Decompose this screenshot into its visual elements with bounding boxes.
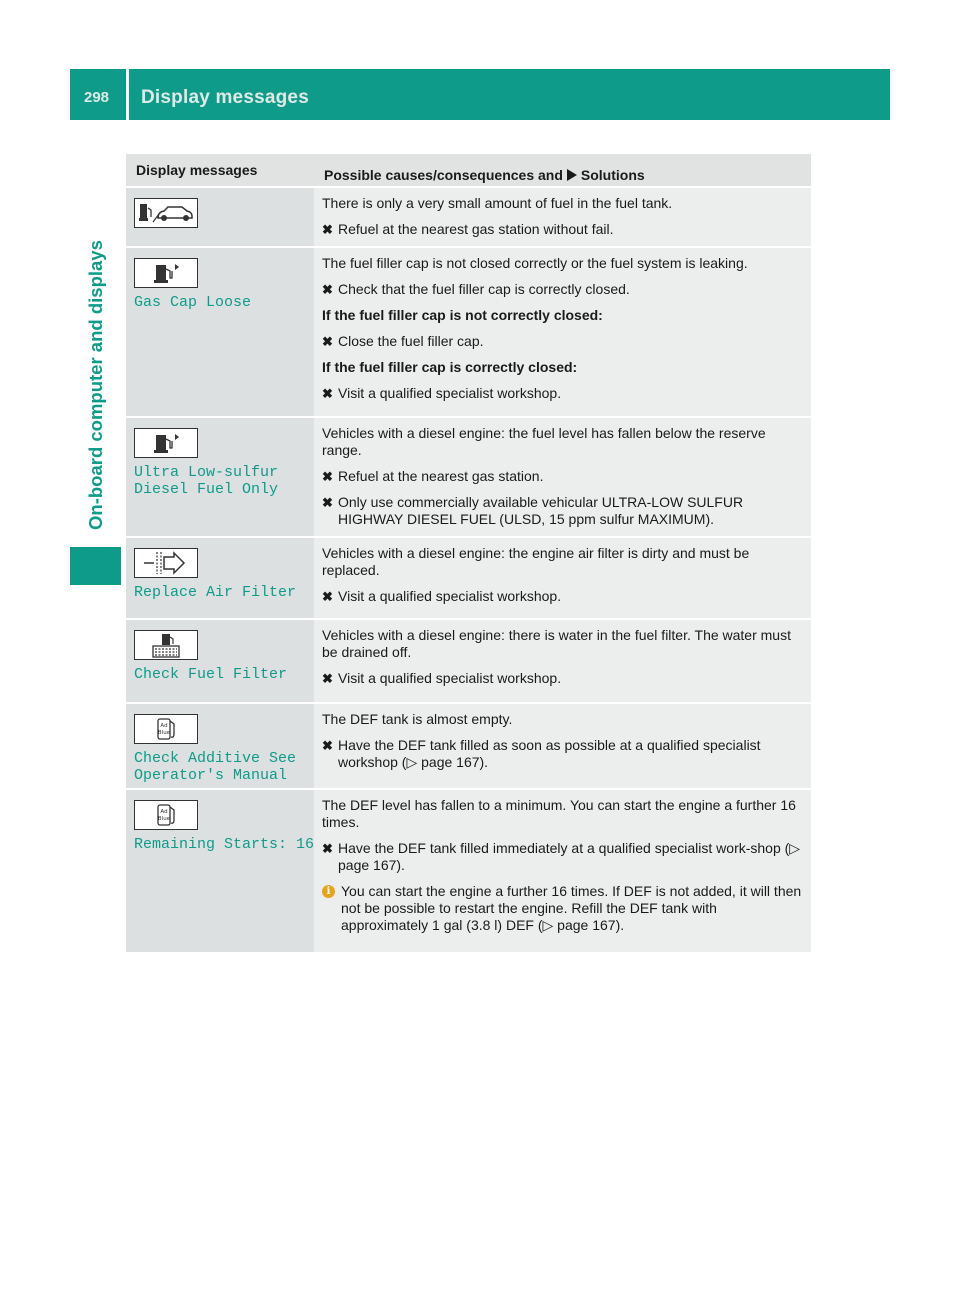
arrow-right-icon <box>567 169 577 181</box>
column-header-display-messages: Display messages <box>136 162 258 178</box>
cause-text: Vehicles with a diesel engine: there is water in the fuel filter. The water must be drained off. <box>322 627 791 660</box>
chapter-tab-label: On-board computer and displays <box>85 240 106 530</box>
display-message-text: Ultra Low-sulfur <box>134 464 279 481</box>
display-message-text: Replace Air Filter <box>134 584 297 601</box>
condition-text: If the fuel filler cap is not correctly closed: <box>322 307 603 323</box>
step-text: Visit a qualified specialist workshop. <box>338 670 562 686</box>
cause-text: The DEF level has fallen to a minimum. You can start the engine a further 16 times. <box>322 797 796 830</box>
table-row <box>126 418 811 538</box>
table-row <box>126 248 811 418</box>
cause-text: The DEF tank is almost empty. <box>322 711 513 727</box>
step-text: Close the fuel filler cap. <box>338 333 484 349</box>
table-row <box>126 790 811 954</box>
display-message-text: Check Additive See <box>134 750 297 767</box>
cause-text: There is only a very small amount of fuel in the fuel tank. <box>322 195 673 211</box>
svg-text:Blue: Blue <box>157 816 171 822</box>
info-note <box>322 883 803 934</box>
column-header-solutions-text: Solutions <box>580 166 645 183</box>
solution-cell <box>314 418 811 536</box>
table-row <box>126 538 811 620</box>
page-header <box>70 69 890 120</box>
fuel-pump-car-icon <box>134 198 306 228</box>
table-row <box>126 704 811 790</box>
air-filter-icon <box>134 548 306 578</box>
step-text: Refuel at the nearest gas station without fail. <box>338 221 614 237</box>
step-text: Have the DEF tank filled immediately at a qualified specialist work-shop (▷ page 167). <box>338 840 801 873</box>
step-arrow-icon: ✖ <box>322 469 333 484</box>
table-row <box>126 188 811 248</box>
display-message-text: Remaining Starts: 16 <box>134 836 315 853</box>
solution-cell <box>314 790 811 952</box>
display-message-cell <box>126 538 314 618</box>
step-arrow-icon: ✖ <box>322 589 333 604</box>
display-message-text: Diesel Fuel Only <box>134 481 279 498</box>
svg-text:Ad: Ad <box>160 723 168 729</box>
fuel-pump-icon <box>134 428 306 458</box>
step-arrow-icon: ✖ <box>322 334 333 349</box>
fuel-pump-icon <box>134 258 306 288</box>
step-arrow-icon: ✖ <box>322 738 333 753</box>
svg-text:Blue: Blue <box>157 730 171 736</box>
step-text: Check that the fuel filler cap is correctly closed. <box>338 281 630 297</box>
display-message-cell <box>126 620 314 702</box>
display-message-cell <box>126 188 314 246</box>
column-header-causes <box>314 154 811 186</box>
adblue-icon <box>134 800 306 830</box>
step-arrow-icon: ✖ <box>322 222 333 237</box>
solution-cell <box>314 538 811 618</box>
solution-step <box>322 221 803 238</box>
info-text: You can start the engine a further 16 times. If DEF is not added, it will then not be possible to restart the engine. Refill the DEF tank with approximately 1 gal (3.8 l) DEF (▷ page 167). <box>341 883 802 933</box>
table-row <box>126 620 811 704</box>
display-message-cell <box>126 418 314 536</box>
step-arrow-icon: ✖ <box>322 386 333 401</box>
solution-cell <box>314 188 811 246</box>
step-arrow-icon: ✖ <box>322 671 333 686</box>
display-message-text: Check Fuel Filter <box>134 666 288 683</box>
solution-step <box>322 385 803 402</box>
display-message-cell <box>126 248 314 416</box>
solution-cell <box>314 704 811 788</box>
page-number: 298 <box>84 89 110 106</box>
display-message-cell <box>126 704 314 788</box>
adblue-icon <box>134 714 306 744</box>
cause-text: The fuel filler cap is not closed correctly or the fuel system is leaking. <box>322 255 748 271</box>
header-divider <box>126 69 129 120</box>
solution-step <box>322 494 803 528</box>
display-messages-table <box>126 154 811 954</box>
solution-cell <box>314 248 811 416</box>
cause-text: Vehicles with a diesel engine: the engine air filter is dirty and must be replaced. <box>322 545 750 578</box>
column-header-causes-text: Possible causes/consequences and <box>324 166 563 183</box>
cause-text: Vehicles with a diesel engine: the fuel level has fallen below the reserve range. <box>322 425 766 458</box>
info-icon: i <box>322 885 335 898</box>
solution-step <box>322 840 803 874</box>
display-message-cell <box>126 790 314 952</box>
step-text: Visit a qualified specialist workshop. <box>338 588 562 604</box>
condition-text: If the fuel filler cap is correctly closed: <box>322 359 578 375</box>
step-arrow-icon: ✖ <box>322 495 333 510</box>
page-title: Display messages <box>141 87 309 108</box>
table-header <box>126 154 811 188</box>
solution-step <box>322 737 803 771</box>
step-arrow-icon: ✖ <box>322 841 333 856</box>
display-message-text: Operator's Manual <box>134 767 288 784</box>
svg-text:Ad: Ad <box>160 809 168 815</box>
step-arrow-icon: ✖ <box>322 282 333 297</box>
step-text: Only use commercially available vehicular ULTRA-LOW SULFUR HIGHWAY DIESEL FUEL (ULSD, 15 ppm sulfur MAXIMUM). <box>338 494 744 527</box>
step-text: Refuel at the nearest gas station. <box>338 468 544 484</box>
solution-step <box>322 588 803 605</box>
chapter-tab-marker <box>70 547 121 585</box>
solution-step <box>322 281 803 298</box>
step-text: Have the DEF tank filled as soon as possible at a qualified specialist workshop (▷ page 167). <box>338 737 761 770</box>
solution-step <box>322 333 803 350</box>
display-message-text: Gas Cap Loose <box>134 294 252 311</box>
solution-step <box>322 468 803 485</box>
solution-step <box>322 670 803 687</box>
step-text: Visit a qualified specialist workshop. <box>338 385 562 401</box>
solution-cell <box>314 620 811 702</box>
fuel-filter-water-icon <box>134 630 306 660</box>
